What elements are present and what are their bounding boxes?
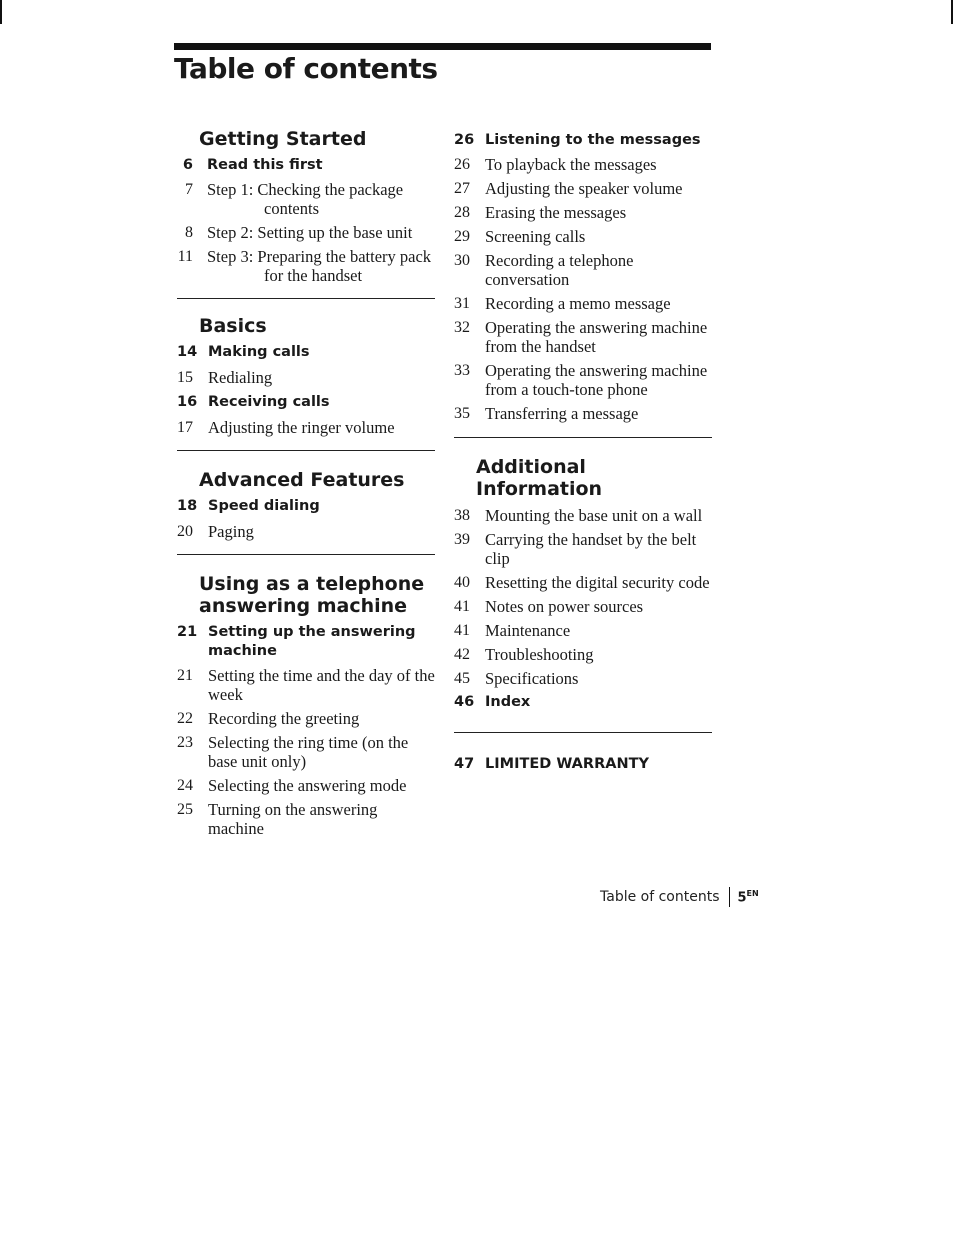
toc-entry[interactable] <box>454 506 712 525</box>
right-column <box>454 128 712 774</box>
toc-entry[interactable] <box>454 597 712 616</box>
toc-page-number: 24 <box>177 777 193 794</box>
toc-entry[interactable] <box>454 131 712 150</box>
toc-entry-label: Recording a memo message <box>485 294 671 313</box>
toc-entry[interactable] <box>177 223 435 242</box>
toc-entry-label: Notes on power sources <box>485 597 644 616</box>
toc-entry-label: Listening to the messages <box>485 132 701 148</box>
toc-entry[interactable] <box>454 669 712 688</box>
page-title: Table of contents <box>174 52 438 85</box>
toc-entry[interactable] <box>177 776 435 795</box>
toc-entry[interactable] <box>454 294 712 313</box>
footer-divider <box>729 887 730 907</box>
toc-page-number: 28 <box>454 204 470 221</box>
toc-entry-label: Step 3: Preparing the battery pack for the handset <box>207 247 432 285</box>
toc-entry[interactable] <box>177 368 435 387</box>
toc-entry[interactable] <box>454 530 712 568</box>
toc-entry[interactable] <box>177 418 435 437</box>
toc-entry[interactable] <box>177 343 435 362</box>
toc-entry-label: Recording a telephone conversation <box>485 251 634 289</box>
toc-page-number: 29 <box>454 228 470 245</box>
toc-entry-label: To playback the messages <box>485 155 657 174</box>
toc-entry[interactable] <box>454 693 712 712</box>
toc-entry-label: Speed dialing <box>208 498 320 514</box>
section-heading: Using as a telephone answering machine <box>199 573 425 617</box>
toc-page-number: 38 <box>454 507 470 524</box>
toc-entry-label: Operating the answering machine from the handset <box>485 318 708 356</box>
toc-entry[interactable] <box>177 156 435 175</box>
toc-entry-label: Selecting the ring time (on the base unit only) <box>208 733 409 771</box>
left-column <box>177 128 435 838</box>
page-number-suffix: EN <box>746 888 759 898</box>
toc-page-number: 11 <box>177 248 193 265</box>
toc-page-number: 6 <box>182 157 193 173</box>
section-heading: Getting Started <box>199 128 367 150</box>
toc-entry-label: Step 2: Setting up the base unit <box>207 223 413 242</box>
toc-entry[interactable] <box>177 522 435 541</box>
toc-entry[interactable] <box>177 733 435 771</box>
toc-page-number: 41 <box>454 598 470 615</box>
section-divider <box>177 450 435 451</box>
page-number-value: 5 <box>737 890 747 906</box>
toc-entry-label: Setting the time and the day of the week <box>208 666 435 704</box>
right-edge-mark <box>951 0 953 24</box>
toc-entry[interactable] <box>454 318 712 356</box>
toc-page-number: 42 <box>454 646 470 663</box>
toc-page-number: 21 <box>177 667 193 684</box>
section-divider <box>177 298 435 299</box>
page-number <box>738 889 759 905</box>
toc-page-number: 8 <box>185 224 193 241</box>
toc-page-number: 21 <box>177 624 198 640</box>
toc-page-number: 22 <box>177 710 193 727</box>
toc-page-number: 15 <box>177 369 193 386</box>
toc-entry-label: Setting up the answering machine <box>208 624 416 659</box>
toc-page-number: 25 <box>177 801 193 818</box>
toc-entry-label: Carrying the handset by the belt clip <box>485 530 697 568</box>
toc-entry[interactable] <box>454 573 712 592</box>
toc-entry-label: Paging <box>208 522 254 541</box>
section-divider <box>454 437 712 438</box>
toc-entry-label: Read this first <box>207 157 323 173</box>
toc-page-number: 26 <box>454 156 470 173</box>
toc-page-number: 41 <box>454 622 470 639</box>
toc-entry-label: Troubleshooting <box>485 645 594 664</box>
toc-entry[interactable] <box>177 497 435 516</box>
toc-entry[interactable] <box>454 755 712 774</box>
page-footer <box>600 887 759 907</box>
toc-entry[interactable] <box>454 251 712 289</box>
toc-entry[interactable] <box>454 361 712 399</box>
toc-entry[interactable] <box>454 179 712 198</box>
toc-entry-label: Receiving calls <box>208 394 330 410</box>
toc-entry[interactable] <box>177 180 435 218</box>
toc-entry[interactable] <box>177 666 435 704</box>
toc-page-number: 33 <box>454 362 470 379</box>
left-edge-mark <box>0 0 2 24</box>
toc-page-number: 20 <box>177 523 193 540</box>
toc-entry-label: Turning on the answering machine <box>208 800 378 838</box>
toc-page-number: 45 <box>454 670 470 687</box>
toc-entry-label: Index <box>485 694 531 710</box>
toc-page-number: 32 <box>454 319 470 336</box>
section-heading: Additional Information <box>476 456 603 500</box>
toc-page-number: 35 <box>454 405 470 422</box>
toc-entry-label: Transferring a message <box>485 404 639 423</box>
toc-entry-label: Specifications <box>485 669 579 688</box>
footer-label: Table of contents <box>600 889 720 905</box>
toc-entry[interactable] <box>177 393 435 412</box>
section-heading: Advanced Features <box>199 469 405 491</box>
toc-entry-label: Operating the answering machine from a touch-tone phone <box>485 361 708 399</box>
toc-entry-label: LIMITED WARRANTY <box>485 756 649 772</box>
toc-page-number: 23 <box>177 734 193 751</box>
title-rule <box>174 43 711 50</box>
toc-entry-label: Erasing the messages <box>485 203 627 222</box>
toc-page-number: 31 <box>454 295 470 312</box>
toc-entry-label: Adjusting the ringer volume <box>208 418 395 437</box>
toc-entry[interactable] <box>177 247 435 285</box>
toc-page-number: 18 <box>177 498 198 514</box>
section-divider <box>454 732 712 733</box>
toc-page-number: 39 <box>454 531 470 548</box>
toc-page-number: 46 <box>454 694 475 710</box>
toc-page-number: 47 <box>454 756 475 772</box>
toc-entry-label: Step 1: Checking the package contents <box>207 180 404 218</box>
toc-entry-label: Redialing <box>208 368 273 387</box>
toc-page-number: 40 <box>454 574 470 591</box>
toc-page-number: 26 <box>454 132 475 148</box>
toc-entry[interactable] <box>454 404 712 423</box>
toc-entry-label: Adjusting the speaker volume <box>485 179 683 198</box>
section-heading: Basics <box>199 315 267 337</box>
toc-entry-label: Mounting the base unit on a wall <box>485 506 703 525</box>
toc-entry[interactable] <box>177 800 435 838</box>
toc-entry[interactable] <box>454 621 712 640</box>
toc-page-number: 7 <box>185 181 193 198</box>
toc-page-number: 27 <box>454 180 470 197</box>
toc-page-number: 30 <box>454 252 470 269</box>
toc-page-number: 17 <box>177 419 193 436</box>
toc-entry-label: Maintenance <box>485 621 571 640</box>
toc-entry-label: Resetting the digital security code <box>485 573 710 592</box>
toc-entry[interactable] <box>454 227 712 246</box>
toc-entry[interactable] <box>454 645 712 664</box>
toc-entry[interactable] <box>454 203 712 222</box>
toc-entry-label: Selecting the answering mode <box>208 776 407 795</box>
toc-entry-label: Making calls <box>208 344 310 360</box>
toc-entry[interactable] <box>454 155 712 174</box>
toc-page-number: 16 <box>177 394 198 410</box>
toc-entry[interactable] <box>177 623 435 661</box>
toc-page-number: 14 <box>177 344 198 360</box>
section-divider <box>177 554 435 555</box>
toc-entry-label: Screening calls <box>485 227 586 246</box>
toc-entry[interactable] <box>177 709 435 728</box>
toc-entry-label: Recording the greeting <box>208 709 360 728</box>
